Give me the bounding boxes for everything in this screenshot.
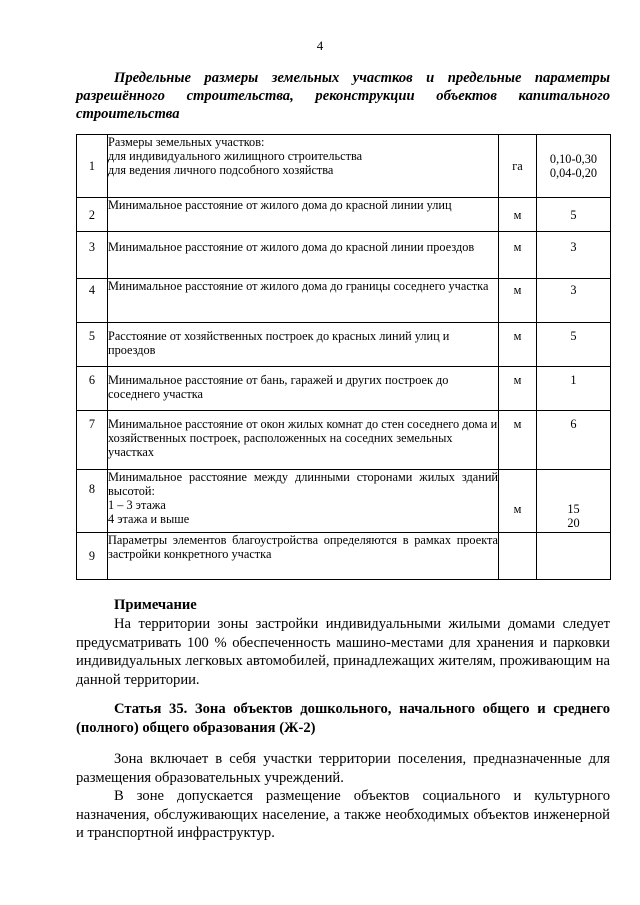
row-description: Минимальное расстояние между длинными сторонами жилых зданий высотой: 1 – 3 этажа 4 этажа и выше [108, 470, 499, 533]
row-description: Минимальное расстояние от жилого дома до красной линии улиц [108, 198, 499, 232]
parameters-table [76, 134, 611, 580]
row-unit: м [499, 411, 537, 470]
row-value: 6 [537, 411, 611, 470]
table-row [77, 367, 611, 411]
table-row [77, 232, 611, 279]
row-description: Параметры элементов благоустройства определяются в рамках проекта застройки конкретного участка [108, 533, 499, 580]
description-line: для ведения личного подсобного хозяйства [108, 163, 334, 177]
row-description: Расстояние от хозяйственных построек до красных линий улиц и проездов [108, 323, 499, 367]
row-unit [499, 533, 537, 580]
row-value: 3 [537, 279, 611, 323]
description-line: Размеры земельных участков: [108, 135, 265, 149]
table-row [77, 135, 611, 198]
row-unit: га [499, 135, 537, 198]
row-value [537, 533, 611, 580]
note-title: Примечание [114, 597, 197, 613]
row-description [108, 135, 499, 198]
row-number: 7 [77, 411, 108, 470]
page-number: 4 [316, 38, 324, 53]
table-row [77, 411, 611, 470]
row-value: 3 [537, 232, 611, 279]
table-row [77, 470, 611, 533]
row-description: Минимальное расстояние от бань, гаражей и других построек до соседнего участка [108, 367, 499, 411]
row-number: 6 [77, 367, 108, 411]
row-value: 5 [537, 323, 611, 367]
table-row [77, 533, 611, 580]
row-description: Минимальное расстояние от жилого дома до красной линии проездов [108, 232, 499, 279]
row-number: 8 [77, 470, 108, 533]
row-unit: м [499, 470, 537, 533]
row-unit: м [499, 232, 537, 279]
row-description: Минимальное расстояние от окон жилых комнат до стен соседнего дома и хозяйственных построек, расположенных на соседних земельных участках [108, 411, 499, 470]
row-number: 9 [77, 533, 108, 580]
row-unit: м [499, 198, 537, 232]
row-unit: м [499, 279, 537, 323]
row-value: 0,10-0,30 0,04-0,20 [537, 135, 611, 198]
row-value: 5 [537, 198, 611, 232]
row-number: 5 [77, 323, 108, 367]
table-row [77, 198, 611, 232]
article-title: Статья 35. Зона объектов дошкольного, начального общего и среднего (полного) общего образования (Ж-2) [76, 701, 610, 736]
row-number: 4 [77, 279, 108, 323]
article-paragraph: Зона включает в себя участки территории поселения, предназначенные для размещения образовательных учреждений. [76, 751, 610, 786]
table-row [77, 323, 611, 367]
row-value: 1 [537, 367, 611, 411]
row-number: 1 [77, 135, 108, 198]
table-row [77, 279, 611, 323]
row-number: 3 [77, 232, 108, 279]
note-body: На территории зоны застройки индивидуальными жилыми домами следует предусматривать 100 % обеспеченность машино-местами для хранения и парковки индивидуальных легковых автомобилей, принадлежащих жителям, проживающим на данной территории. [76, 616, 610, 688]
row-value: 15 20 [537, 470, 611, 533]
row-description: Минимальное расстояние от жилого дома до границы соседнего участка [108, 279, 499, 323]
row-unit: м [499, 323, 537, 367]
section-heading: Предельные размеры земельных участков и предельные параметры разрешённого строительства, реконструкции объектов капитального строительства [76, 70, 610, 122]
row-unit: м [499, 367, 537, 411]
description-line: для индивидуального жилищного строительства [108, 149, 363, 163]
article-paragraph: В зоне допускается размещение объектов социального и культурного назначения, обслуживающих население, а также необходимых объектов инженерной и транспортной инфраструктур. [76, 788, 610, 841]
row-number: 2 [77, 198, 108, 232]
